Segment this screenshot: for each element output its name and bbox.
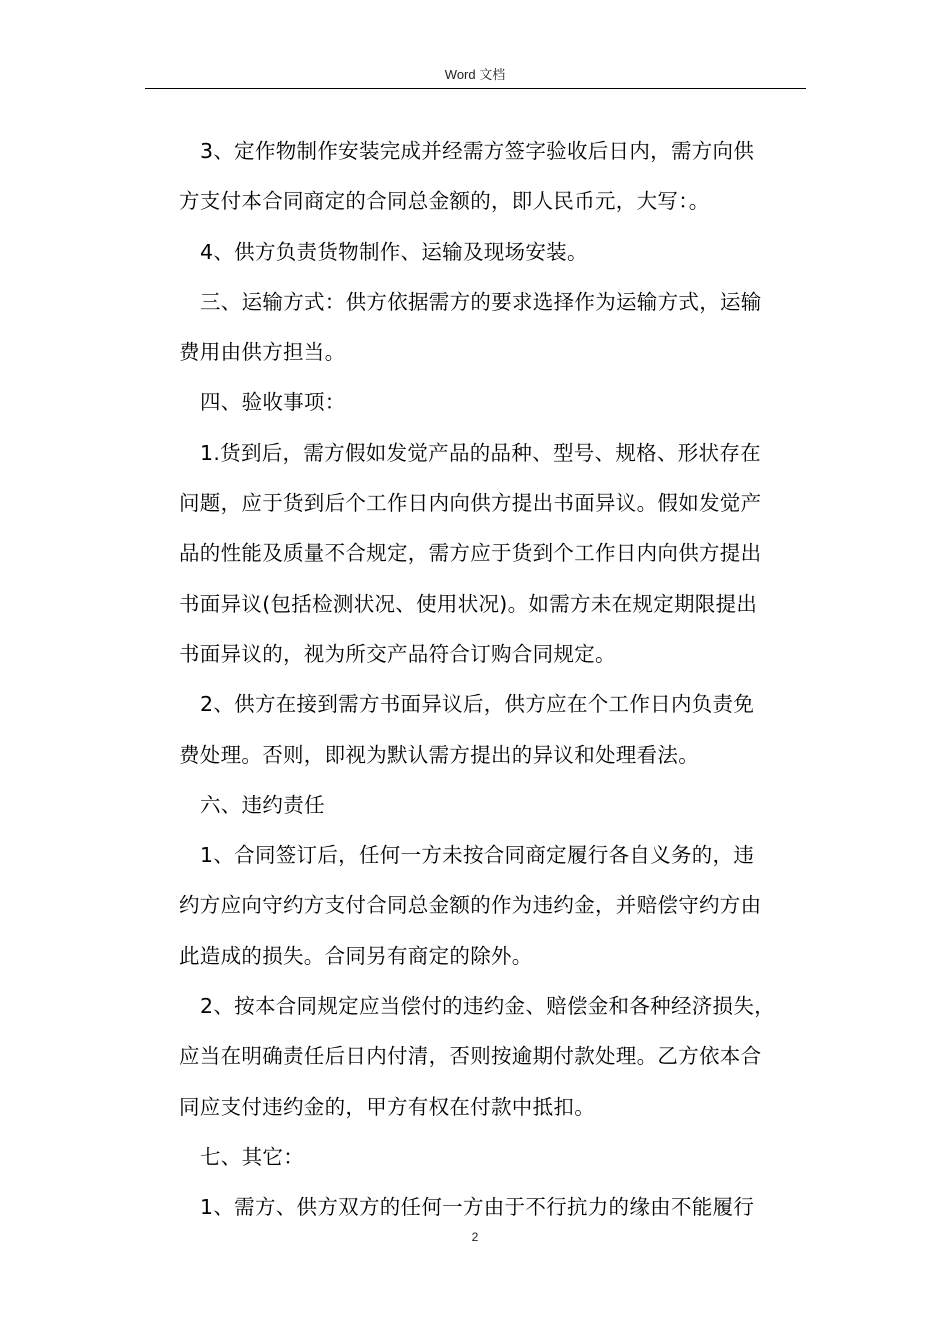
document-body bbox=[179, 126, 807, 1233]
line-18: 2、按本合同规定应当偿付的违约金、赔偿金和各种经济损失， bbox=[200, 994, 775, 1019]
line-7: 1.货到后，需方假如发觉产品的品种、型号、规格、形状存在 bbox=[200, 440, 761, 465]
line-10: 书面异议(包括检测状况、使用状况)。如需方未在规定期限提出 bbox=[179, 591, 758, 616]
line-8: 问题，应于货到后个工作日内向供方提出书面异议。假如发觉产 bbox=[179, 491, 762, 516]
header-rule bbox=[145, 88, 806, 89]
line-15: 1、合同签订后，任何一方未按合同商定履行各自义务的，违 bbox=[200, 843, 755, 868]
line-4: 三、运输方式：供方依据需方的要求选择作为运输方式，运输 bbox=[200, 289, 762, 314]
line-5: 费用由供方担当。 bbox=[179, 340, 346, 365]
line-9: 品的性能及质量不合规定，需方应于货到个工作日内向供方提出 bbox=[179, 541, 762, 566]
line-11: 书面异议的，视为所交产品符合订购合同规定。 bbox=[179, 641, 616, 666]
line-6: 四、验收事项： bbox=[200, 390, 346, 415]
line-21: 七、其它： bbox=[200, 1144, 304, 1169]
line-20: 同应支付违约金的，甲方有权在付款中抵扣。 bbox=[179, 1094, 595, 1119]
line-2: 方支付本合同商定的合同总金额的，即人民币元，大写：。 bbox=[179, 189, 710, 214]
line-17: 此造成的损失。合同另有商定的除外。 bbox=[179, 943, 533, 968]
line-3: 4、供方负责货物制作、运输及现场安装。 bbox=[200, 239, 588, 264]
page-header: Word 文档 bbox=[444, 67, 506, 82]
line-13: 费处理。否则，即视为默认需方提出的异议和处理看法。 bbox=[179, 742, 699, 767]
line-14: 六、违约责任 bbox=[200, 792, 325, 817]
line-12: 2、供方在接到需方书面异议后，供方应在个工作日内负责免 bbox=[200, 692, 755, 717]
line-22: 1、需方、供方双方的任何一方由于不行抗力的缘由不能履行 bbox=[200, 1195, 755, 1220]
page-number: 2 bbox=[471, 1230, 479, 1244]
line-19: 应当在明确责任后日内付清，否则按逾期付款处理。乙方依本合 bbox=[179, 1044, 762, 1069]
line-1: 3、定作物制作安装完成并经需方签字验收后日内，需方向供 bbox=[200, 139, 755, 163]
line-16: 约方应向守约方支付合同总金额的作为违约金，并赔偿守约方由 bbox=[179, 893, 762, 918]
